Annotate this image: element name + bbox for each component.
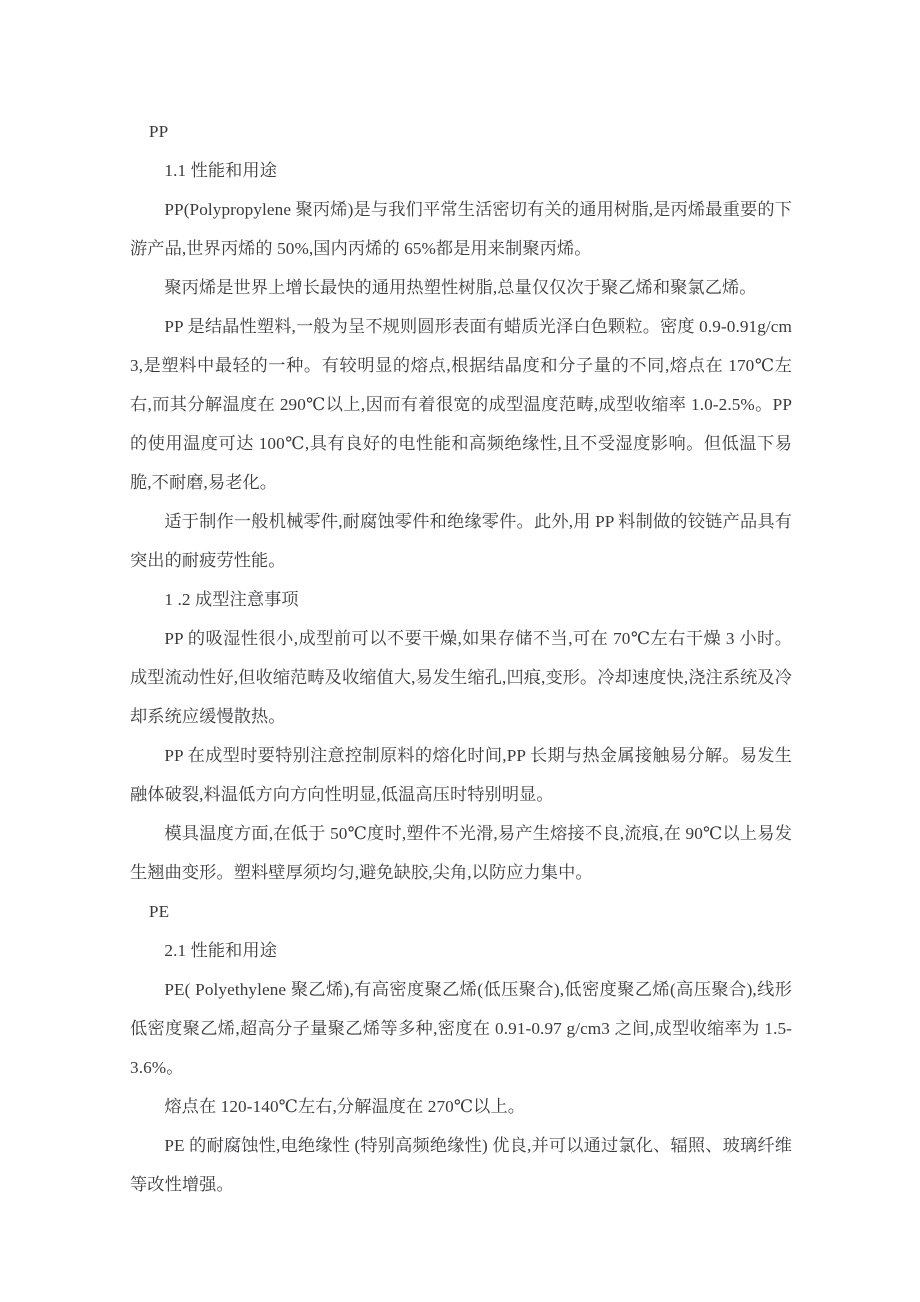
paragraph-pe-intro: PE( Polyethylene 聚乙烯),有高密度聚乙烯(低压聚合),低密度聚乙烯(高压聚合),线形低密度聚乙烯,超高分子量聚乙烯等多种,密度在 0.91-0.97 g/cm3 之间,成型收缩率为 1.5-3.6%。 [130, 980, 792, 1077]
paragraph-pp-melting: PP 在成型时要特别注意控制原料的熔化时间,PP 长期与热金属接触易分解。易发生融体破裂,料温低方向方向性明显,低温高压时特别明显。 [130, 746, 792, 804]
paragraph-pe-melting-point: 熔点在 120-140℃左右,分解温度在 270℃以上。 [164, 1097, 526, 1116]
heading-1-1: 1.1 性能和用途 [164, 161, 278, 180]
section-label-pe: PE [148, 902, 170, 921]
paragraph-pp-properties: PP 是结晶性塑料,一般为呈不规则圆形表面有蜡质光泽白色颗粒。密度 0.9-0.91g/cm3,是塑料中最轻的一种。有较明显的熔点,根据结晶度和分子量的不同,熔点在 170℃左右,而其分解温度在 290℃以上,因而有着很宽的成型温度范畴,成型收缩率 1.0-2.5%。PP 的使用温度可达 100℃,具有良好的电性能和高频绝缘性,且不受湿度影响。但低温下易脆,不耐磨,易老化。 [130, 317, 797, 492]
paragraph-pp-growth: 聚丙烯是世界上增长最快的通用热塑性树脂,总量仅仅次于聚乙烯和聚氯乙烯。 [164, 278, 757, 297]
document-body [130, 112, 797, 1204]
section-label-pp: PP [148, 122, 169, 141]
paragraph-pp-mold-temp: 模具温度方面,在低于 50℃度时,塑件不光滑,易产生熔接不良,流痕,在 90℃以上易发生翘曲变形。塑料壁厚须均匀,避免缺胶,尖角,以防应力集中。 [130, 824, 792, 882]
paragraph-pp-intro: PP(Polypropylene 聚丙烯)是与我们平常生活密切有关的通用树脂,是丙烯最重要的下游产品,世界丙烯的 50%,国内丙烯的 65%都是用来制聚丙烯。 [130, 200, 792, 258]
paragraph-pe-corrosion: PE 的耐腐蚀性,电绝缘性 (特别高频绝缘性) 优良,并可以通过氯化、辐照、玻璃纤维等改性增强。 [130, 1136, 792, 1194]
paragraph-pp-moisture: PP 的吸湿性很小,成型前可以不要干燥,如果存储不当,可在 70℃左右干燥 3 小时。成型流动性好,但收缩范畴及收缩值大,易发生缩孔,凹痕,变形。冷却速度快,浇注系统及冷却系统应缓慢散热。 [130, 629, 792, 726]
heading-1-2: 1 .2 成型注意事项 [164, 590, 299, 609]
paragraph-pp-applications: 适于制作一般机械零件,耐腐蚀零件和绝缘零件。此外,用 PP 料制做的铰链产品具有突出的耐疲劳性能。 [130, 512, 792, 570]
heading-2-1: 2.1 性能和用途 [164, 941, 278, 960]
